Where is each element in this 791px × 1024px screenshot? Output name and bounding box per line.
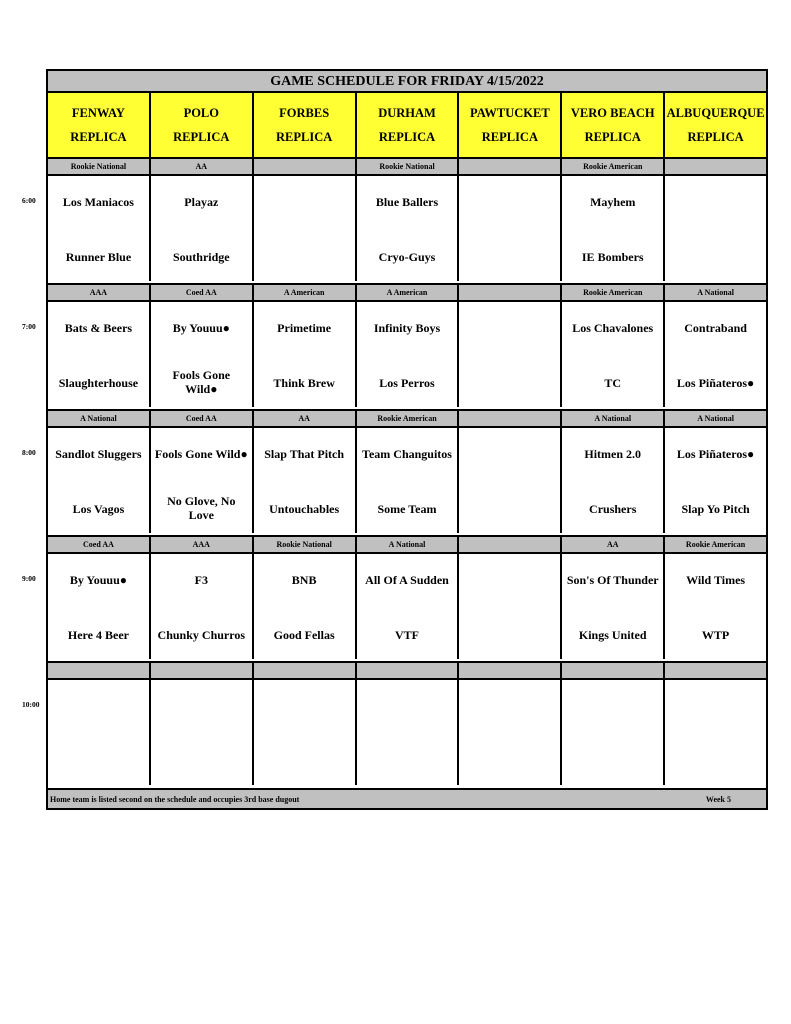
division-label: A National [357, 537, 460, 552]
game-cell [48, 300, 151, 407]
schedule-table [46, 69, 768, 810]
away-team: Los Piñateros● [676, 447, 755, 461]
division-label [459, 411, 562, 426]
away-team: BNB [291, 573, 317, 587]
game-cell [665, 426, 766, 533]
field-subtitle: REPLICA [687, 130, 744, 144]
field-subtitle: REPLICA [173, 130, 230, 144]
division-label [459, 285, 562, 300]
game-cell [357, 426, 460, 533]
home-team: Cryo-Guys [378, 250, 436, 264]
game-cell [665, 300, 766, 407]
time-label: 6:00 [22, 196, 36, 205]
game-cell [562, 552, 665, 659]
division-label [459, 159, 562, 174]
home-team: IE Bombers [581, 250, 644, 264]
division-label [254, 159, 357, 174]
division-label: Coed AA [151, 411, 254, 426]
time-label: 9:00 [22, 574, 36, 583]
footer-note: Home team is listed second on the schedule and occupies 3rd base dugout [50, 794, 300, 804]
game-row [48, 552, 766, 659]
division-label: AA [254, 411, 357, 426]
field-subtitle: REPLICA [378, 130, 436, 144]
division-label: A American [254, 285, 357, 300]
division-label: A National [697, 414, 734, 423]
game-cell [459, 678, 562, 785]
division-label [665, 159, 766, 174]
home-team: Think Brew [273, 376, 335, 390]
division-label [459, 537, 562, 552]
away-team: Mayhem [590, 195, 636, 209]
game-cell [48, 678, 151, 785]
game-cell [151, 426, 254, 533]
home-team: TC [604, 376, 622, 390]
away-team: Sandlot Sluggers [55, 447, 142, 461]
game-cell [562, 174, 665, 281]
field-name: PAWTUCKET [470, 106, 550, 120]
game-cell [48, 174, 151, 281]
game-cell [562, 300, 665, 407]
field-name: VERO BEACH [570, 106, 655, 120]
game-cell [357, 552, 460, 659]
away-team: By Youuu● [172, 321, 230, 335]
field-header [357, 93, 460, 157]
field-subtitle: REPLICA [481, 130, 538, 144]
away-team: Los Maniacos [62, 195, 134, 209]
game-row [48, 426, 766, 533]
game-cell [254, 300, 357, 407]
home-team: VTF [395, 628, 419, 642]
game-cell [562, 678, 665, 785]
game-cell [254, 552, 357, 659]
division-label: AA [562, 537, 665, 552]
away-team: Hitmen 2.0 [584, 447, 642, 461]
home-team: Here 4 Beer [67, 628, 129, 642]
game-cell [665, 552, 766, 659]
away-team: Slap That Pitch [264, 447, 345, 461]
field-header-row [48, 93, 766, 157]
away-team: By Youuu● [69, 573, 128, 587]
away-team: F3 [194, 573, 208, 587]
division-label: A American [357, 285, 460, 300]
division-label: A National [697, 288, 734, 297]
away-team: Contraband [684, 321, 747, 335]
field-subtitle: REPLICA [70, 130, 127, 144]
away-team: Son's Of Thunder [566, 573, 659, 587]
game-cell [459, 300, 562, 407]
field-name: FORBES [279, 106, 330, 120]
home-team: Kings United [578, 628, 647, 642]
home-team: Fools Gone Wild● [172, 368, 231, 396]
away-team: Blue Ballers [375, 195, 439, 209]
game-cell [459, 174, 562, 281]
field-header [48, 93, 151, 157]
away-team: Los Chavalones [572, 321, 654, 335]
division-label: Rookie American [357, 411, 460, 426]
away-team: Fools Gone Wild● [154, 447, 248, 461]
field-name: ALBUQUERQUE [666, 106, 765, 120]
footer-bar [48, 788, 766, 808]
away-team: All Of A Sudden [365, 573, 449, 587]
week-label: Week 5 [705, 794, 731, 804]
time-label: 7:00 [22, 322, 36, 331]
division-label [48, 663, 151, 678]
division-label: Rookie National [48, 159, 151, 174]
division-label [357, 663, 460, 678]
division-label: Rookie American [562, 285, 665, 300]
field-subtitle: REPLICA [584, 130, 641, 144]
game-cell [459, 426, 562, 533]
home-team: Untouchables [269, 502, 340, 516]
away-team: Team Changuitos [362, 447, 452, 461]
away-team: Primetime [277, 321, 332, 335]
home-team: Chunky Churros [157, 628, 246, 642]
field-header [562, 93, 665, 157]
division-label: Rookie American [685, 540, 746, 549]
division-label: AA [151, 159, 254, 174]
field-name: DURHAM [378, 106, 436, 120]
away-team: Bats & Beers [64, 321, 133, 335]
game-cell [151, 552, 254, 659]
division-label [254, 663, 357, 678]
field-name: FENWAY [71, 106, 125, 120]
game-cell [459, 552, 562, 659]
field-name: POLO [183, 106, 219, 120]
game-cell [665, 174, 766, 281]
away-team: Infinity Boys [373, 321, 441, 335]
home-team: Southridge [172, 250, 230, 264]
home-team: WTP [701, 628, 730, 642]
game-row [48, 678, 766, 785]
time-label: 8:00 [22, 448, 36, 457]
division-label: Coed AA [48, 537, 151, 552]
home-team: Los Piñateros● [676, 376, 755, 390]
division-label [151, 663, 254, 678]
home-team: Some Team [377, 502, 437, 516]
field-header [254, 93, 357, 157]
game-cell [357, 678, 460, 785]
away-team: Wild Times [686, 573, 746, 587]
game-cell [48, 426, 151, 533]
game-cell [254, 174, 357, 281]
division-label: AAA [48, 285, 151, 300]
home-team: Los Vagos [72, 502, 125, 516]
game-cell [48, 552, 151, 659]
page-title: GAME SCHEDULE FOR FRIDAY 4/15/2022 [48, 71, 766, 93]
game-cell [151, 174, 254, 281]
away-team: Playaz [184, 195, 219, 209]
division-label: Rookie American [562, 159, 665, 174]
game-row [48, 300, 766, 407]
home-team: Los Perros [379, 376, 435, 390]
home-team: Slaughterhouse [58, 376, 139, 390]
game-cell [357, 174, 460, 281]
game-cell [151, 300, 254, 407]
division-label: A National [562, 411, 665, 426]
game-cell [562, 426, 665, 533]
field-header [459, 93, 562, 157]
division-label: A National [48, 411, 151, 426]
field-header [151, 93, 254, 157]
division-label: Coed AA [151, 285, 254, 300]
game-cell [254, 678, 357, 785]
game-row [48, 174, 766, 281]
game-cell [665, 678, 766, 785]
division-label [459, 663, 562, 678]
division-label: Rookie National [357, 159, 460, 174]
field-subtitle: REPLICA [276, 130, 333, 144]
time-label: 10:00 [22, 700, 40, 709]
home-team: Slap Yo Pitch [681, 502, 750, 516]
division-label: AAA [151, 537, 254, 552]
field-header [665, 93, 766, 157]
home-team: Good Fellas [273, 628, 335, 642]
game-cell [357, 300, 460, 407]
game-cell [151, 678, 254, 785]
home-team: Crushers [589, 502, 637, 516]
division-label [665, 663, 766, 678]
home-team: No Glove, No Love [167, 494, 236, 522]
division-label [562, 663, 665, 678]
home-team: Runner Blue [65, 250, 132, 264]
division-label: Rookie National [254, 537, 357, 552]
game-cell [254, 426, 357, 533]
